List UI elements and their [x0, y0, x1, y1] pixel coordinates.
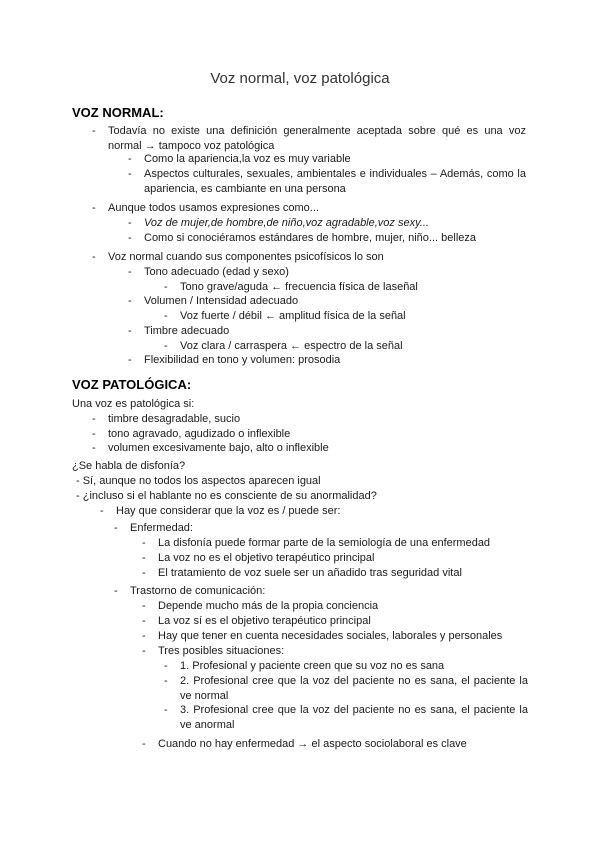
list-item: Volumen / Intensidad adecuado: [144, 295, 299, 307]
paragraph: ¿Se habla de disfonía?: [72, 460, 186, 472]
bullet-dash: -: [128, 295, 132, 307]
bullet-dash: -: [142, 738, 146, 750]
bullet-dash: -: [128, 354, 132, 366]
list-item: Depende mucho más de la propia conciencia: [158, 600, 379, 612]
section-heading-voz-normal: VOZ NORMAL:: [72, 105, 164, 120]
bullet-dash: -: [142, 600, 146, 612]
list-item: La disfonía puede formar parte de la semiología de una enfermedad: [158, 537, 491, 549]
page-title: Voz normal, voz patológica: [210, 70, 390, 87]
list-item: Todavía no existe una definición generalmente aceptada sobre qué es una voz normal → tampoco voz patológica: [108, 125, 526, 152]
bullet-dash: -: [164, 281, 168, 293]
bullet-dash: -: [142, 615, 146, 627]
bullet-dash: -: [92, 413, 96, 425]
bullet-dash: -: [92, 202, 96, 214]
list-item: 1. Profesional y paciente creen que su voz no es sana: [180, 660, 445, 672]
paragraph: - Sí, aunque no todos los aspectos aparecen igual: [76, 475, 321, 487]
list-item: Aunque todos usamos expresiones como...: [108, 202, 319, 214]
list-item: Voz normal cuando sus componentes psicofísicos lo son: [108, 251, 384, 263]
bullet-dash: -: [142, 645, 146, 657]
list-item: La voz sí es el objetivo terapéutico principal: [158, 615, 371, 627]
bullet-dash: -: [100, 505, 104, 517]
bullet-dash: -: [164, 704, 168, 716]
list-item: Cuando no hay enfermedad → el aspecto sociolaboral es clave: [158, 738, 467, 750]
list-item: Voz fuerte / débil ← amplitud física de la señal: [180, 310, 406, 322]
bullet-dash: -: [92, 428, 96, 440]
list-item: Enfermedad:: [130, 522, 193, 534]
bullet-dash: -: [142, 552, 146, 564]
list-item: Tono grave/aguda ← frecuencia física de laseñal: [180, 281, 418, 293]
paragraph: - ¿incluso si el hablante no es consciente de su anormalidad?: [76, 490, 377, 502]
bullet-dash: -: [92, 251, 96, 263]
section-heading-voz-patologica: VOZ PATOLÓGICA:: [72, 377, 192, 392]
list-item: Flexibilidad en tono y volumen: prosodia: [144, 354, 341, 366]
list-item: Hay que tener en cuenta necesidades sociales, laborales y personales: [158, 630, 503, 642]
list-item: Timbre adecuado: [144, 325, 230, 337]
bullet-dash: -: [142, 567, 146, 579]
list-item: timbre desagradable, sucio: [108, 413, 241, 425]
list-item: Voz de mujer,de hombre,de niño,voz agradable,voz sexy...: [144, 217, 429, 229]
list-item: Tono adecuado (edad y sexo): [144, 266, 289, 278]
bullet-dash: -: [128, 325, 132, 337]
list-item: Aspectos culturales, sexuales, ambientales e individuales – Además, como la apariencia, es cambiante en una persona: [144, 168, 526, 195]
bullet-dash: -: [128, 217, 132, 229]
paragraph: Una voz es patológica si:: [72, 398, 195, 410]
list-item: Como la apariencia,la voz es muy variable: [144, 153, 351, 165]
bullet-dash: -: [114, 522, 118, 534]
list-item: Como si conociéramos estándares de hombre, mujer, niño... belleza: [144, 232, 477, 244]
bullet-dash: -: [128, 266, 132, 278]
bullet-dash: -: [128, 168, 132, 180]
bullet-dash: -: [164, 310, 168, 322]
list-item: Tres posibles situaciones:: [158, 645, 285, 657]
list-item: Hay que considerar que la voz es / puede ser:: [116, 505, 341, 517]
bullet-dash: -: [164, 660, 168, 672]
bullet-dash: -: [114, 585, 118, 597]
list-item: 3. Profesional cree que la voz del paciente no es sana, el paciente la ve anormal: [180, 704, 528, 731]
bullet-dash: -: [92, 442, 96, 454]
bullet-dash: -: [164, 675, 168, 687]
bullet-dash: -: [142, 537, 146, 549]
list-item: Trastorno de comunicación:: [130, 585, 266, 597]
list-item: La voz no es el objetivo terapéutico principal: [158, 552, 375, 564]
bullet-dash: -: [142, 630, 146, 642]
list-item: 2. Profesional cree que la voz del paciente no es sana, el paciente la ve normal: [180, 675, 528, 702]
bullet-dash: -: [92, 125, 96, 137]
bullet-dash: -: [128, 232, 132, 244]
list-item: tono agravado, agudizado o inflexible: [108, 428, 291, 440]
list-item: El tratamiento de voz suele ser un añadido tras seguridad vital: [158, 567, 462, 579]
list-item: Voz clara / carraspera ← espectro de la señal: [180, 340, 403, 352]
bullet-dash: -: [128, 153, 132, 165]
list-item: volumen excesivamente bajo, alto o inflexible: [108, 442, 329, 454]
bullet-dash: -: [164, 340, 168, 352]
